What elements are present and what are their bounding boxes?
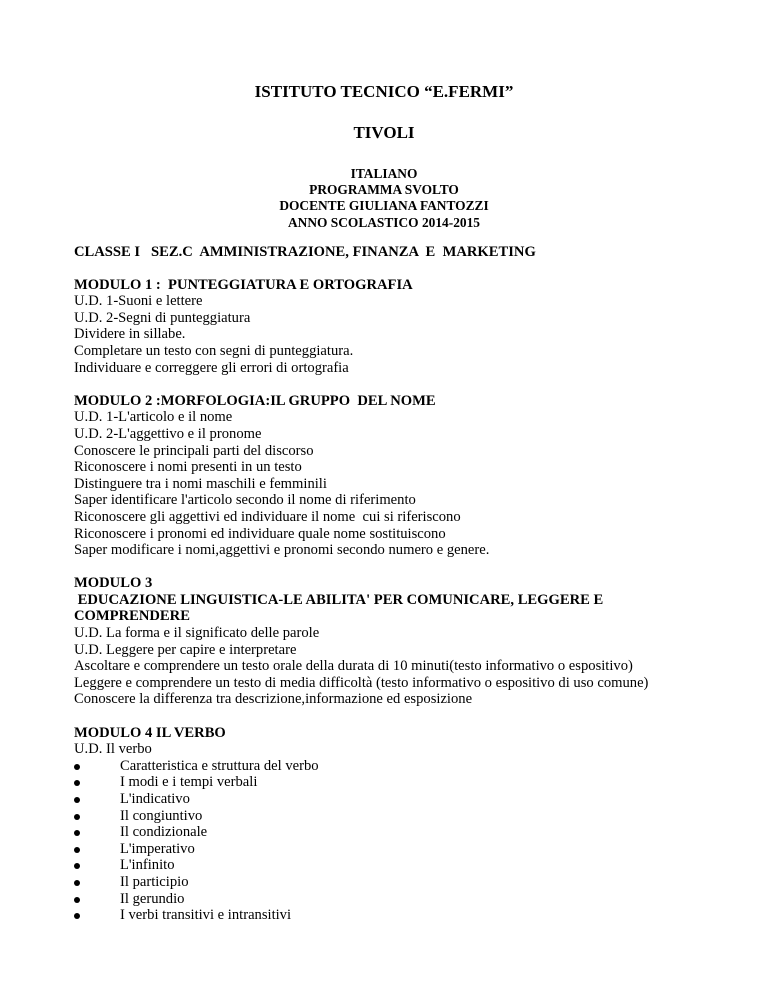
program-label: PROGRAMMA SVOLTO: [309, 182, 459, 198]
module-line: U.D. Leggere per capire e interpretare: [74, 641, 297, 658]
module-line: Ascoltare e comprendere un testo orale della durata di 10 minuti(testo informativo o espositivo): [74, 658, 633, 675]
program-content: [74, 244, 734, 940]
module-line: U.D. 2-Segni di punteggiatura: [74, 309, 251, 326]
list-item: I verbi transitivi e intransitivi: [74, 907, 734, 924]
module-line: Distinguere tra i nomi maschili e femminili: [74, 475, 327, 492]
module-1: [74, 277, 734, 377]
module-4: [74, 725, 734, 924]
bullet-icon: [74, 913, 80, 919]
module-line: U.D. 2-L'aggettivo e il pronome: [74, 425, 262, 442]
module-line: U.D. 1-Suoni e lettere: [74, 293, 203, 310]
school-title: ISTITUTO TECNICO “E.FERMI”: [254, 82, 514, 101]
list-item: L'indicativo: [74, 791, 734, 808]
list-item: L'imperativo: [74, 841, 734, 858]
module-title: MODULO 4 IL VERBO: [74, 724, 226, 741]
module-title: MODULO 2 :MORFOLOGIA:IL GRUPPO DEL NOME: [74, 392, 436, 409]
bullet-icon: [74, 847, 80, 853]
module-line: Dividere in sillabe.: [74, 326, 186, 343]
bullet-icon: [74, 780, 80, 786]
bullet-icon: [74, 897, 80, 903]
module-3: [74, 575, 734, 708]
module-line: Riconoscere i nomi presenti in un testo: [74, 459, 302, 476]
module-title: MODULO 3: [74, 575, 153, 592]
course-info: [0, 166, 768, 231]
module-line: U.D. Il verbo: [74, 741, 152, 758]
class-line: CLASSE I SEZ.C AMMINISTRAZIONE, FINANZA E MARKETING: [74, 244, 536, 260]
module-title: COMPRENDERE: [74, 608, 190, 625]
school-year-label: ANNO SCOLASTICO 2014-2015: [288, 214, 480, 230]
module-line: Completare un testo con segni di punteggiatura.: [74, 342, 354, 359]
module-line: Conoscere le principali parti del discorso: [74, 442, 314, 459]
module-line: Saper modificare i nomi,aggettivi e pronomi secondo numero e genere.: [74, 542, 490, 559]
subject-label: ITALIANO: [350, 166, 418, 181]
bullet-icon: [74, 814, 80, 820]
module-line: Riconoscere i pronomi ed individuare quale nome sostituiscono: [74, 525, 446, 542]
list-item: I modi e i tempi verbali: [74, 774, 734, 791]
bullet-icon: [74, 764, 80, 770]
module-title: EDUCAZIONE LINGUISTICA-LE ABILITA' PER COMUNICARE, LEGGERE E: [74, 591, 604, 608]
module-line: U.D. La forma e il significato delle parole: [74, 625, 320, 642]
module-line: Saper identificare l'articolo secondo il nome di riferimento: [74, 492, 416, 509]
list-item: Caratteristica e struttura del verbo: [74, 758, 734, 775]
module-line: U.D. 1-L'articolo e il nome: [74, 409, 233, 426]
bullet-icon: [74, 880, 80, 886]
bullet-icon: [74, 863, 80, 869]
module-line: Individuare e correggere gli errori di ortografia: [74, 359, 349, 376]
city-title: TIVOLI: [353, 123, 415, 142]
list-item: Il congiuntivo: [74, 808, 734, 825]
module-title: MODULO 1 : PUNTEGGIATURA E ORTOGRAFIA: [74, 276, 413, 293]
module-line: Conoscere la differenza tra descrizione,informazione ed esposizione: [74, 691, 473, 708]
list-item: Il condizionale: [74, 824, 734, 841]
teacher-label: DOCENTE GIULIANA FANTOZZI: [279, 198, 489, 214]
list-item: Il gerundio: [74, 891, 734, 908]
list-item: L'infinito: [74, 857, 734, 874]
bullet-icon: [74, 830, 80, 836]
module-line: Riconoscere gli aggettivi ed individuare il nome cui si riferiscono: [74, 508, 461, 525]
verb-topic-list: [74, 758, 734, 924]
module-2: [74, 393, 734, 559]
module-line: Leggere e comprendere un testo di media difficoltà (testo informativo o espositivo di uso comune): [74, 674, 649, 691]
list-item: Il participio: [74, 874, 734, 891]
bullet-icon: [74, 797, 80, 803]
